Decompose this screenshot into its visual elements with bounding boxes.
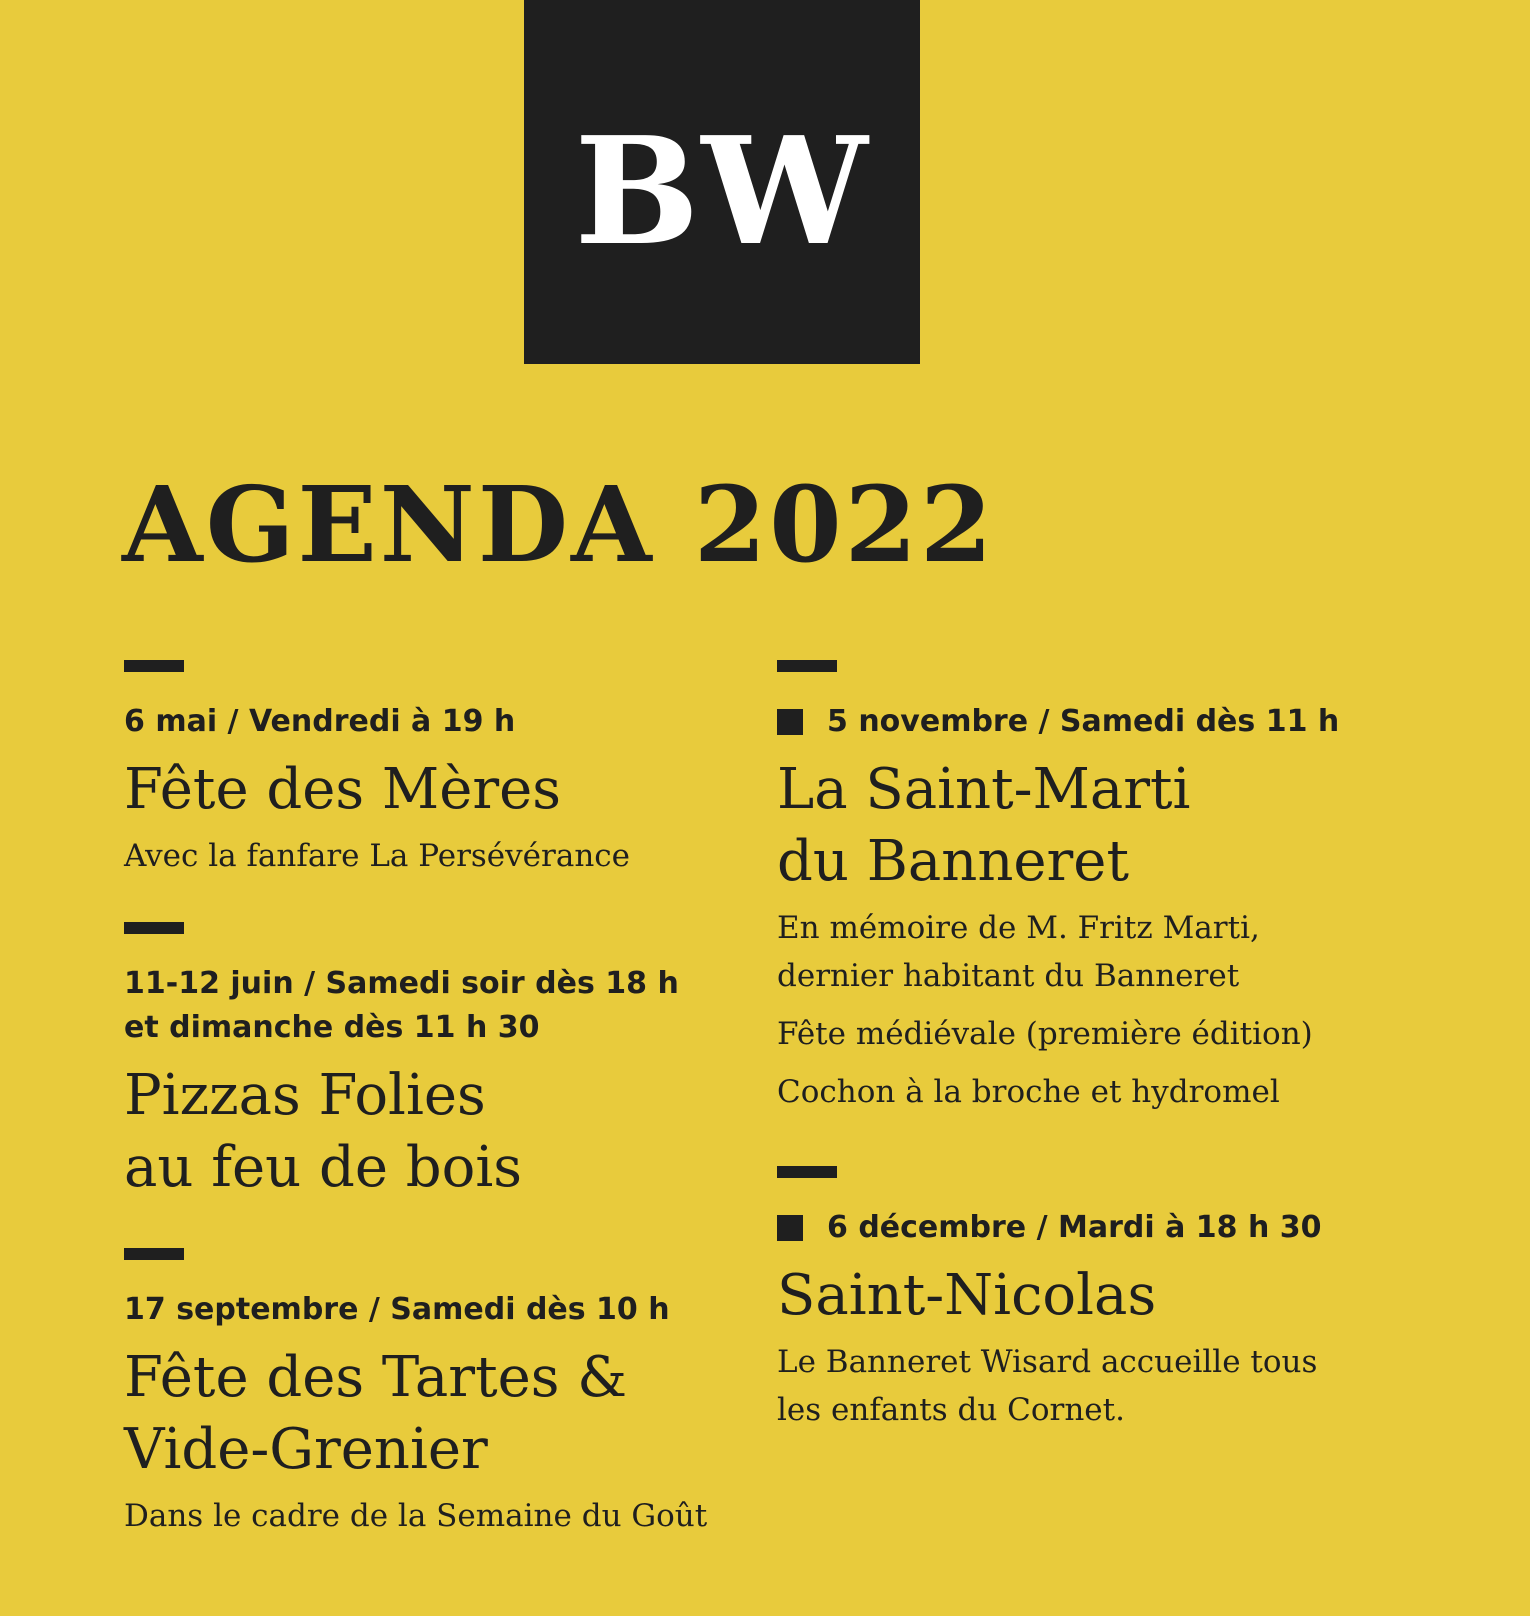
event-divider bbox=[124, 922, 184, 934]
event-description-line: Le Banneret Wisard accueille tous bbox=[777, 1344, 1318, 1380]
event-fete-des-meres bbox=[124, 660, 764, 880]
event-description bbox=[777, 1338, 1477, 1434]
event-fete-des-tartes bbox=[124, 1248, 764, 1540]
event-date bbox=[777, 700, 1477, 744]
event-name bbox=[124, 1342, 764, 1486]
logo bbox=[524, 0, 920, 364]
event-date-text: 6 mai / Vendredi à 19 h bbox=[124, 704, 516, 739]
event-description: Fête médiévale (première édition) bbox=[777, 1016, 1313, 1052]
event-date-text: 6 décembre / Mardi à 18 h 30 bbox=[827, 1210, 1322, 1245]
event-name-line: Fête des Tartes & bbox=[124, 1345, 628, 1410]
event-name: Saint-Nicolas bbox=[777, 1263, 1157, 1328]
left-column bbox=[124, 660, 764, 1540]
event-date bbox=[777, 1206, 1477, 1250]
event-date bbox=[124, 700, 764, 744]
event-description: Dans le cadre de la Semaine du Goût bbox=[124, 1498, 708, 1534]
event-description-line: En mémoire de M. Fritz Marti, bbox=[777, 910, 1260, 946]
event-date-line: 11-12 juin / Samedi soir dès 18 h bbox=[124, 966, 679, 1001]
event-name: Fête des Mères bbox=[124, 757, 562, 822]
event-description: Avec la fanfare La Persévérance bbox=[124, 838, 630, 874]
event-date-text: 5 novembre / Samedi dès 11 h bbox=[827, 704, 1340, 739]
square-bullet-icon bbox=[777, 709, 803, 735]
event-description: Cochon à la broche et hydromel bbox=[777, 1074, 1280, 1110]
event-name-line: Vide-Grenier bbox=[124, 1417, 488, 1482]
event-saint-marti bbox=[777, 660, 1477, 1116]
right-column bbox=[777, 660, 1477, 1434]
event-name bbox=[777, 754, 1477, 898]
event-name-line: au feu de bois bbox=[124, 1135, 522, 1200]
event-date-text: 17 septembre / Samedi dès 10 h bbox=[124, 1292, 670, 1327]
event-saint-nicolas bbox=[777, 1166, 1477, 1434]
event-date-line: et dimanche dès 11 h 30 bbox=[124, 1010, 540, 1045]
page-title: AGENDA 2022 bbox=[122, 463, 996, 586]
logo-text: BW bbox=[574, 104, 870, 278]
event-pizzas-folies bbox=[124, 922, 764, 1204]
event-date bbox=[124, 962, 764, 1050]
event-divider bbox=[124, 660, 184, 672]
event-divider bbox=[777, 660, 837, 672]
square-bullet-icon bbox=[777, 1215, 803, 1241]
event-description-line: dernier habitant du Banneret bbox=[777, 958, 1240, 994]
event-description-line: les enfants du Cornet. bbox=[777, 1392, 1125, 1428]
event-date bbox=[124, 1288, 764, 1332]
event-name bbox=[124, 1060, 764, 1204]
event-divider bbox=[124, 1248, 184, 1260]
event-name-line: La Saint-Marti bbox=[777, 757, 1191, 822]
event-divider bbox=[777, 1166, 837, 1178]
event-name-line: Pizzas Folies bbox=[124, 1063, 486, 1128]
event-description bbox=[777, 904, 1477, 1000]
event-name-line: du Banneret bbox=[777, 829, 1129, 894]
